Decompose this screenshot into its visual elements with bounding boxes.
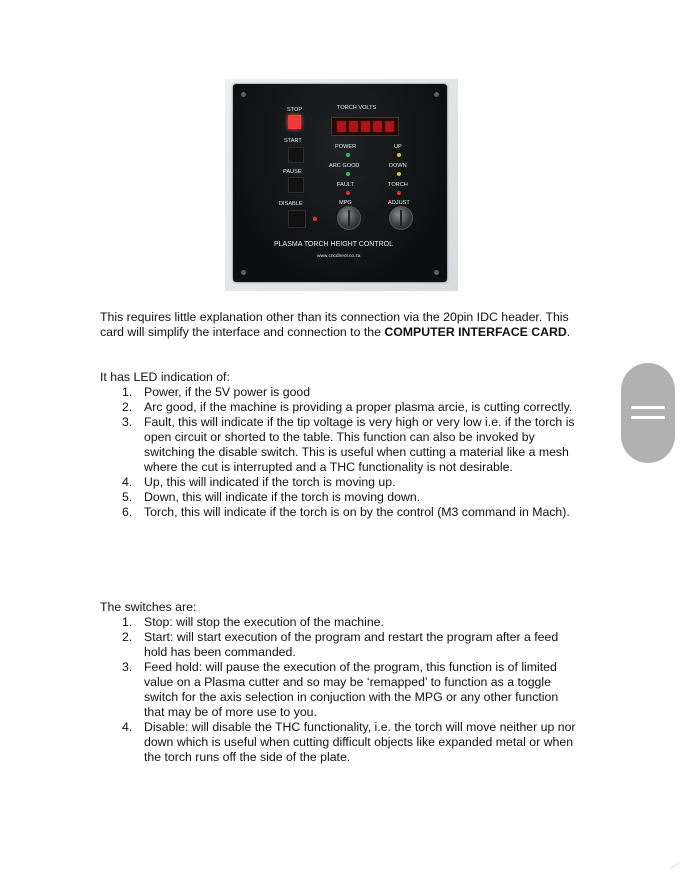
start-button bbox=[288, 147, 304, 163]
pause-button bbox=[288, 177, 304, 193]
fault-led bbox=[346, 191, 350, 195]
list-item: 3. Fault, this will indicate if the tip voltage is very high or very low i.e. if the torch is open circuit or shorted to the table. This function can also be invoked by switching the disable switch. This is useful when cutting a material like a mesh where the cut is interrupted and a THC functionality is not desirable. bbox=[122, 415, 575, 474]
adjust-knob bbox=[389, 206, 413, 230]
scroll-handle[interactable] bbox=[621, 363, 675, 463]
stop-button bbox=[288, 115, 301, 129]
mpg-label: MPG bbox=[339, 200, 352, 206]
screw-icon bbox=[241, 92, 246, 97]
up-led bbox=[397, 153, 401, 157]
intro-paragraph bbox=[100, 310, 580, 340]
drag-handle-icon bbox=[631, 406, 665, 409]
led-section bbox=[100, 370, 580, 520]
intro-text: This requires little explanation other than its connection via the 20pin IDC header. This card will simplify the interface and connection to the bbox=[100, 310, 569, 339]
screw-icon bbox=[434, 270, 439, 275]
led-heading: It has LED indication of: bbox=[100, 370, 230, 384]
down-led bbox=[397, 172, 401, 176]
intro-period: . bbox=[566, 325, 571, 339]
list-item: 6. Torch, this will indicate if the torch is on by the control (M3 command in Mach). bbox=[122, 505, 570, 519]
intro-bold-text: COMPUTER INTERFACE CARD bbox=[384, 325, 567, 339]
page-curl-icon bbox=[667, 858, 679, 869]
product-photo bbox=[225, 79, 458, 291]
arc-good-led bbox=[346, 172, 350, 176]
screw-icon bbox=[434, 92, 439, 97]
list-item: 4. Disable: will disable the THC functionality, i.e. the torch will move neither up nor down which is useful when cutting difficult objects like expanded metal or when the torch runs off the side of the plate. bbox=[122, 720, 576, 764]
panel-website: www.cncdirect.co.za bbox=[317, 254, 361, 259]
up-label: UP bbox=[394, 144, 402, 150]
list-item: 1. Stop: will stop the execution of the machine. bbox=[122, 615, 384, 629]
disable-label: DISABLE bbox=[279, 201, 303, 207]
drag-handle-icon bbox=[631, 416, 665, 419]
list-item: 5. Down, this will indicate if the torch is moving down. bbox=[122, 490, 421, 504]
adjust-label: ADJUST bbox=[388, 200, 410, 206]
power-led bbox=[346, 153, 350, 157]
thc-control-panel bbox=[233, 84, 447, 282]
stop-label: STOP bbox=[287, 107, 303, 113]
led-list bbox=[100, 385, 580, 520]
switch-section bbox=[100, 600, 580, 765]
down-label: DOWN bbox=[389, 163, 407, 169]
torch-volts-label: TORCH VOLTS bbox=[337, 105, 377, 111]
list-item: 2. Start: will start execution of the program and restart the program after a feed hold has been commanded. bbox=[122, 630, 559, 659]
list-item: 2. Arc good, if the machine is providing a proper plasma arcie, is cutting correctly. bbox=[122, 400, 573, 414]
list-item: 3. Feed hold: will pause the execution of the program, this function is of limited value on a Plasma cutter and so may be ‘remapped’ to function as a toggle switch for the axis selection in conjuction with the MPG or any other function that may be of more use to you. bbox=[122, 660, 559, 719]
torch-volts-display bbox=[331, 117, 399, 136]
list-item: 4. Up, this will indicated if the torch is moving up. bbox=[122, 475, 396, 489]
power-label: POWER bbox=[335, 144, 357, 150]
disable-led bbox=[313, 217, 317, 221]
start-label: START bbox=[284, 138, 302, 144]
fault-label: FAULT bbox=[337, 182, 354, 188]
disable-switch bbox=[288, 210, 306, 228]
panel-title: PLASMA TORCH HEIGHT CONTROL bbox=[274, 241, 394, 248]
switch-list bbox=[100, 615, 580, 765]
pause-label: PAUSE bbox=[283, 169, 302, 175]
screw-icon bbox=[241, 270, 246, 275]
torch-led bbox=[397, 191, 401, 195]
torch-label: TORCH bbox=[388, 182, 408, 188]
arc-good-label: ARC GOOD bbox=[329, 163, 360, 169]
list-item: 1. Power, if the 5V power is good bbox=[122, 385, 311, 399]
mpg-knob bbox=[337, 206, 361, 230]
switch-heading: The switches are: bbox=[100, 600, 197, 614]
